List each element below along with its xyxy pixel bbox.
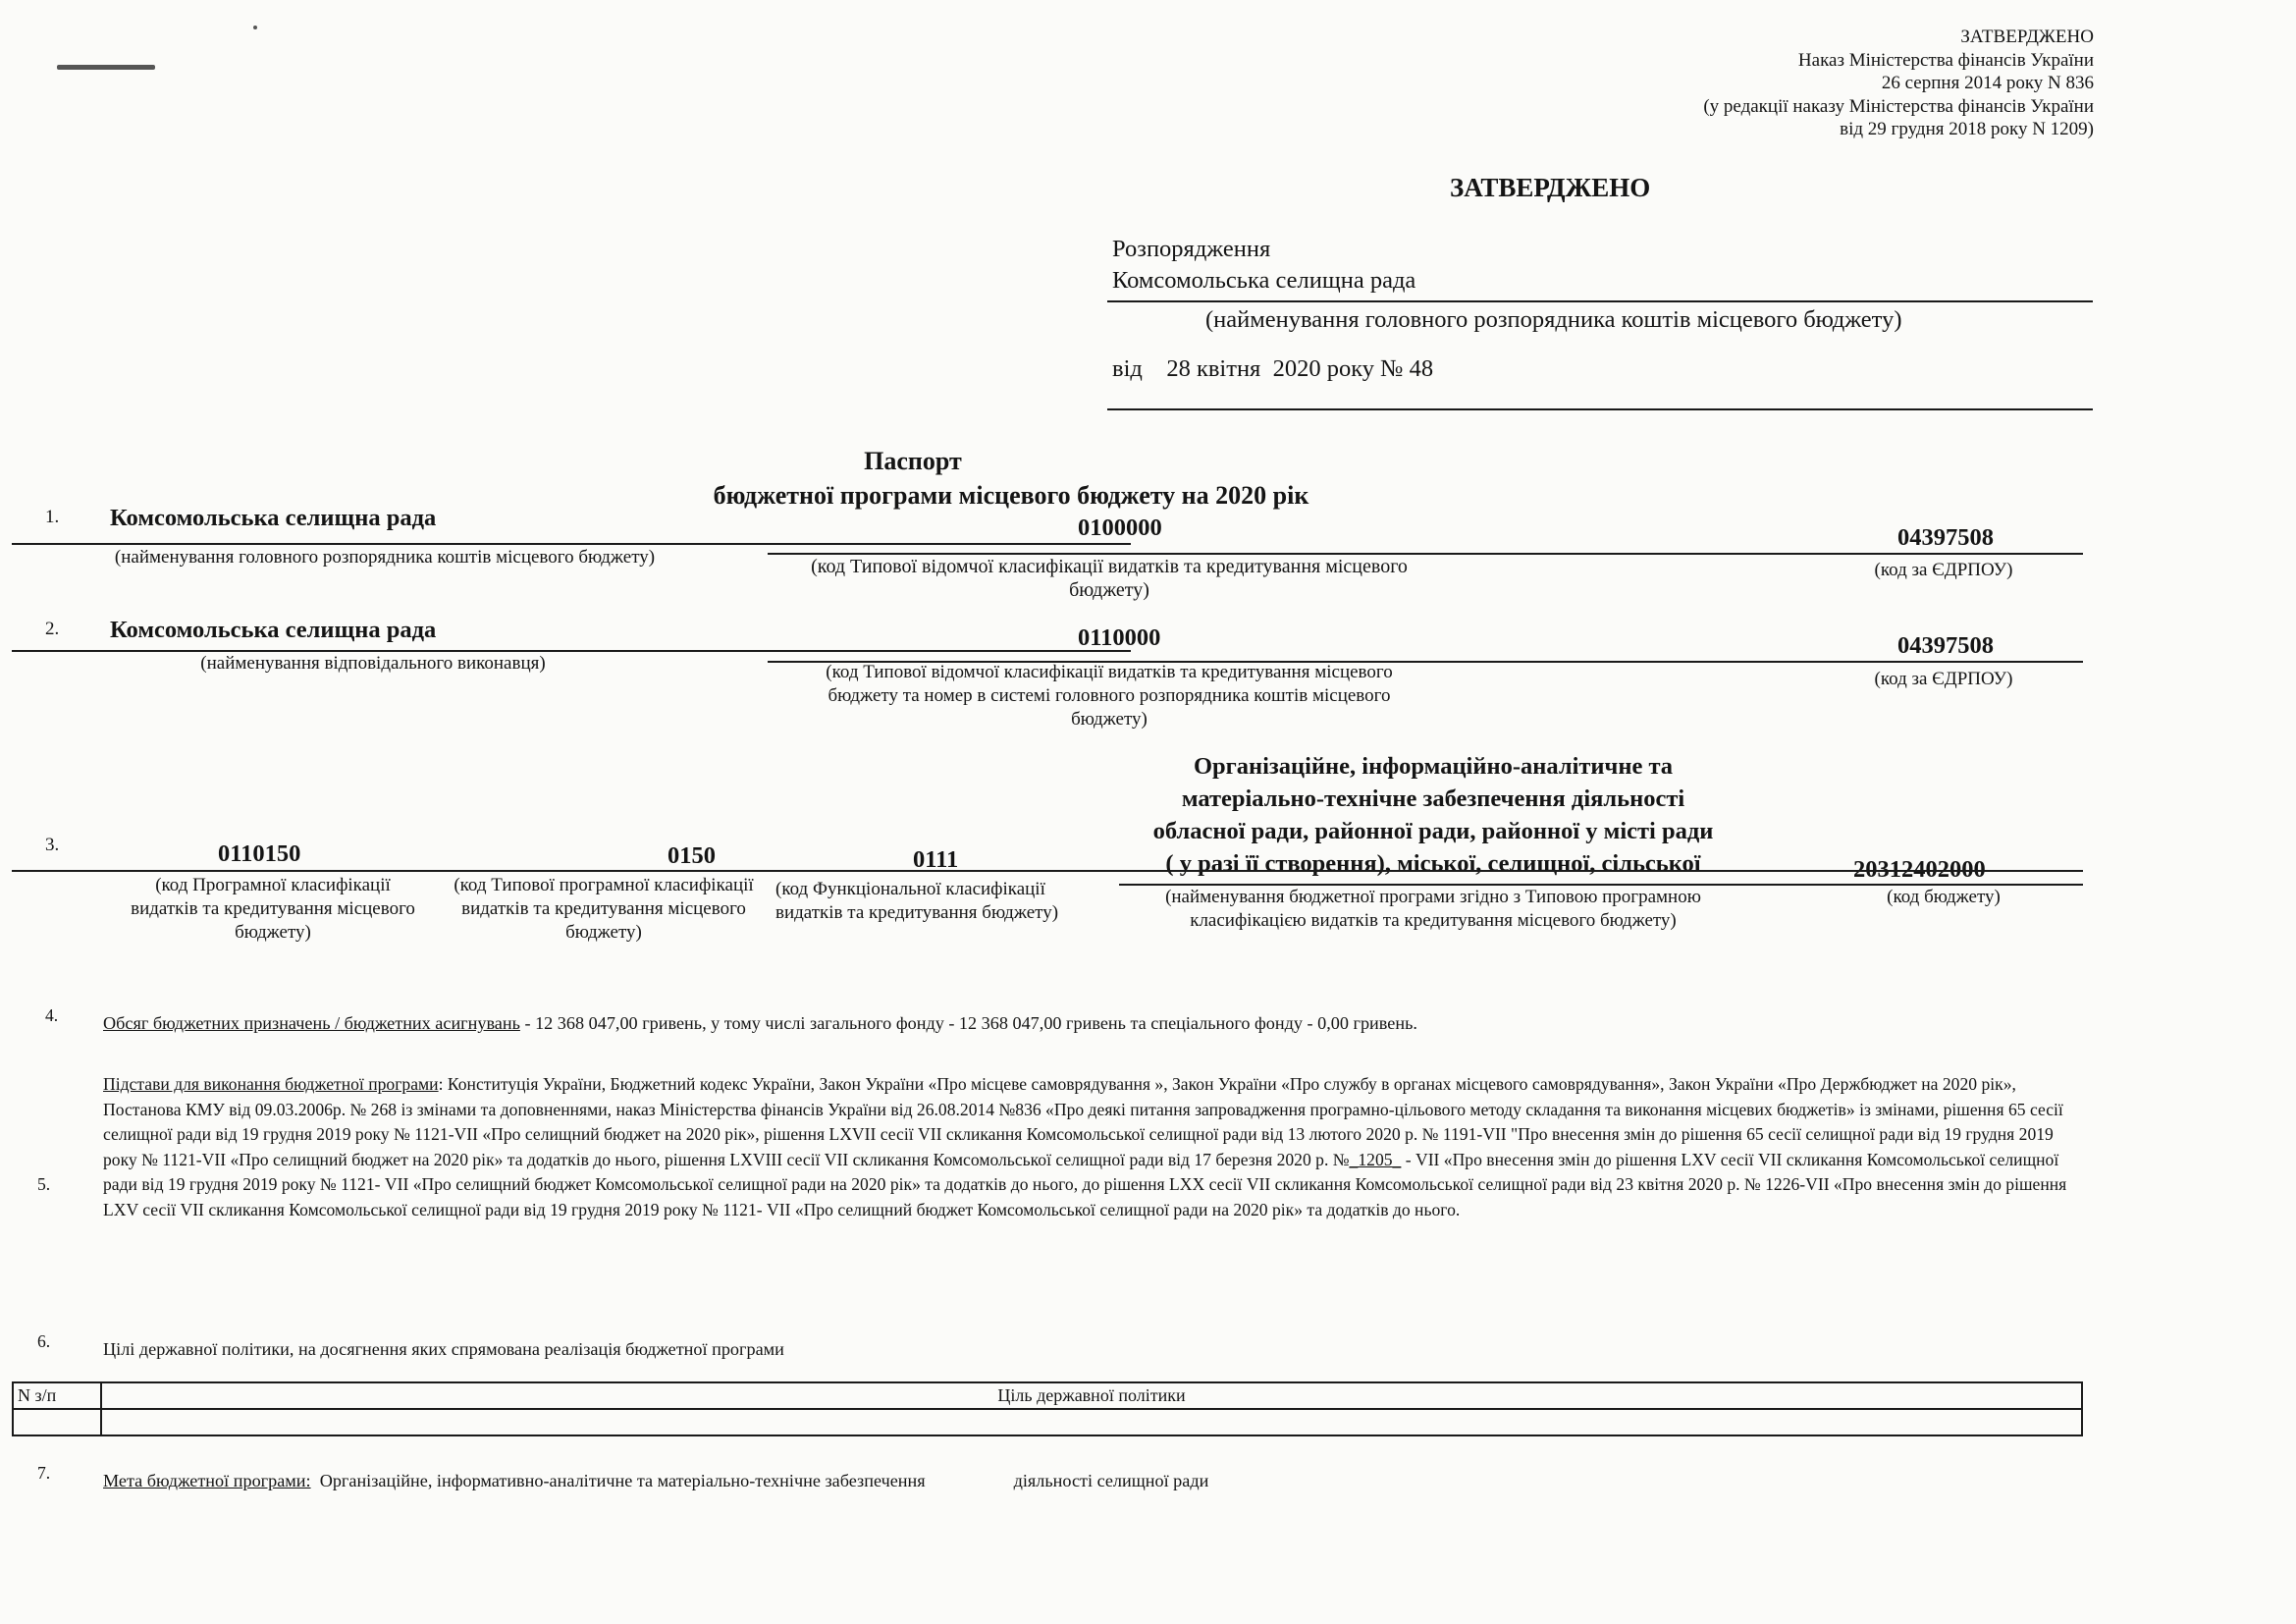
- row2-org-name: Комсомольська селищна рада: [110, 617, 437, 643]
- item7-body: Організаційне, інформативно-аналітичне та матеріально-технічне забезпечення: [319, 1471, 926, 1490]
- approval-line: 26 серпня 2014 року N 836: [1881, 73, 2094, 93]
- item5-text: [103, 1072, 2076, 1222]
- approved-date-line: від 28 квітня 2020 року № 48: [1112, 355, 1434, 382]
- row2-code-caption: (код Типової відомчої класифікації видатків та кредитування місцевого бюджету та номер в системі головного розпорядника коштів місцевого бюджету): [826, 662, 1393, 730]
- item5-body-b: - VII «Про внесення змін до рішення LXV сесії VII скликання Комсомольської селищної ради від 19 грудня 2019 року № 1121- VII «Про селищний бюджет Комсомольської селищної ради на 2020 рік» та додатків до нього, до рішення LXX сесії VII скликання Комсомольської селищної ради від 23 квітня 2020 р. № 1226-VII «Про внесення змін до рішення LXV сесії VII скликання Комсомольської селищної ради від 19 грудня 2019 року № 1121- VII «Про селищний бюджет Комсомольської селищної ради на 2020 рік» та додатків до нього.: [103, 1149, 2067, 1219]
- item4-num: 4.: [45, 1005, 59, 1025]
- row3-functional-code: 0111: [913, 846, 959, 873]
- row3-num: 3.: [45, 835, 60, 855]
- item5-num: 5.: [37, 1174, 51, 1194]
- row3-program-code-caption: (код Програмної класифікації видатків та кредитування місцевого бюджету): [131, 875, 415, 943]
- approved-org-caption: (найменування головного розпорядника коштів місцевого бюджету): [1205, 306, 1902, 333]
- approved-org: Комсомольська селищна рада: [1112, 267, 1416, 294]
- approval-line: Наказ Міністерства фінансів України: [1797, 49, 2094, 71]
- row1-org-caption: (найменування головного розпорядника коштів місцевого бюджету): [114, 547, 656, 568]
- scan-mark: [57, 65, 155, 70]
- program-name-line: обласної ради, районної ради, районної у місті ради: [1152, 818, 1714, 844]
- row3-budget-code: 20312402000: [1853, 856, 1986, 883]
- approved-doc-type: Розпорядження: [1112, 236, 1271, 262]
- item7-body-2: діяльності селищної ради: [1013, 1471, 1209, 1490]
- col-goal-header: Ціль державної політики: [101, 1382, 2082, 1409]
- approval-line: ЗАТВЕРДЖЕНО: [1960, 27, 2094, 47]
- divider: [12, 543, 1131, 545]
- table-header-row: [13, 1382, 2082, 1409]
- item7-text: [103, 1471, 1208, 1491]
- row3-budget-code-caption: (код бюджету): [1887, 887, 2001, 907]
- item7-num: 7.: [37, 1463, 51, 1483]
- divider: [1107, 300, 2093, 302]
- row2-code: 0110000: [1078, 624, 1161, 651]
- row3-program-name-caption: (найменування бюджетної програми згідно з Типовою програмною класифікацією видатків та кредитування місцевого бюджету): [1165, 887, 1701, 931]
- row2-org-caption: (найменування відповідального виконавця): [200, 653, 546, 674]
- item4-label: Обсяг бюджетних призначень / бюджетних асигнувань: [103, 1013, 520, 1033]
- passport-subtitle: бюджетної програми місцевого бюджету на 2020 рік: [713, 481, 1309, 510]
- scan-dot: [253, 26, 257, 29]
- row1-edrpou: 04397508: [1897, 524, 1994, 551]
- program-name-line: ( у разі її створення), міської, селищної, сільської: [1165, 850, 1701, 877]
- approval-line: від 29 грудня 2018 року N 1209): [1840, 119, 2094, 139]
- table-cell: [101, 1409, 2082, 1435]
- passport-title: Паспорт: [864, 447, 962, 475]
- item6-text: Цілі державної політики, на досягнення яких спрямована реалізація бюджетної програми: [103, 1339, 784, 1359]
- program-name-line: матеріально-технічне забезпечення діяльності: [1181, 785, 1685, 812]
- item5-body-a: : Конституція України, Бюджетний кодекс України, Закон України «Про місцеве самоврядування », Закон України «Про службу в органах місцевого самоврядування», Закон України «Про Держбюджет на 2020 рік», Постанова КМУ від 09.03.2006р. № 268 із змінами та доповненнями, наказ Міністерства фінансів України від 26.08.2014 №836 «Про деякі питання запровадження програмно-цільового методу складання та виконання місцевих бюджетів» із змінами, рішення 65 сесії селищної ради від 19 грудня 2019 року № 1121-VII «Про селищний бюджет на 2020 рік», рішення LXVII сесії VII скликання Комсомольської селищної ради від 13 лютого 2020 р. № 1191-VII "Про внесення змін до рішення 65 сесії селищної ради від 19 грудня 2019 року № 1121-VII «Про селищний бюджет на 2020 рік» та додатків до нього, рішення LXVIII сесії VII скликання Комсомольської селищної ради від 17 березня 2020 р. №: [103, 1074, 2063, 1169]
- program-name-line: Організаційне, інформаційно-аналітичне та: [1193, 753, 1674, 780]
- goals-table: [12, 1381, 2083, 1436]
- row1-num: 1.: [45, 507, 60, 527]
- table-cell: [13, 1409, 101, 1435]
- item5-decision-number: _1205_: [1349, 1149, 1402, 1169]
- row3-program-code: 0110150: [218, 840, 301, 867]
- row1-code: 0100000: [1078, 514, 1162, 541]
- row1-edrpou-caption: (код за ЄДРПОУ): [1874, 560, 2013, 580]
- col-num-header: N з/п: [13, 1382, 101, 1409]
- row3-program-name: [1119, 750, 1747, 880]
- row2-edrpou-caption: (код за ЄДРПОУ): [1874, 669, 2013, 689]
- row3-functional-code-caption: (код Функціональної класифікації видатків та кредитування бюджету): [775, 879, 1059, 923]
- row1-code-caption: (код Типової відомчої класифікації видатків та кредитування місцевого бюджету): [811, 556, 1408, 601]
- approval-header: [1703, 26, 2094, 141]
- item4-amounts: - 12 368 047,00 гривень, у тому числі загального фонду - 12 368 047,00 гривень та спеціального фонду - 0,00 гривень.: [519, 1013, 1417, 1033]
- row2-edrpou: 04397508: [1897, 632, 1994, 659]
- approval-line: (у редакції наказу Міністерства фінансів України: [1703, 95, 2094, 117]
- approved-title: ЗАТВЕРДЖЕНО: [1450, 173, 1651, 202]
- divider: [1107, 408, 2093, 410]
- row2-num: 2.: [45, 619, 60, 639]
- item5-label: Підстави для виконання бюджетної програми: [103, 1074, 439, 1094]
- divider: [12, 870, 2083, 872]
- row3-typical-code: 0150: [667, 842, 716, 869]
- item6-num: 6.: [37, 1331, 51, 1351]
- item4-text: [103, 1013, 1417, 1034]
- item7-label: Мета бюджетної програми:: [103, 1471, 311, 1490]
- table-row: [13, 1409, 2082, 1435]
- row3-typical-code-caption: (код Типової програмної класифікації видатків та кредитування місцевого бюджету): [454, 875, 754, 943]
- row1-org-name: Комсомольська селищна рада: [110, 505, 437, 531]
